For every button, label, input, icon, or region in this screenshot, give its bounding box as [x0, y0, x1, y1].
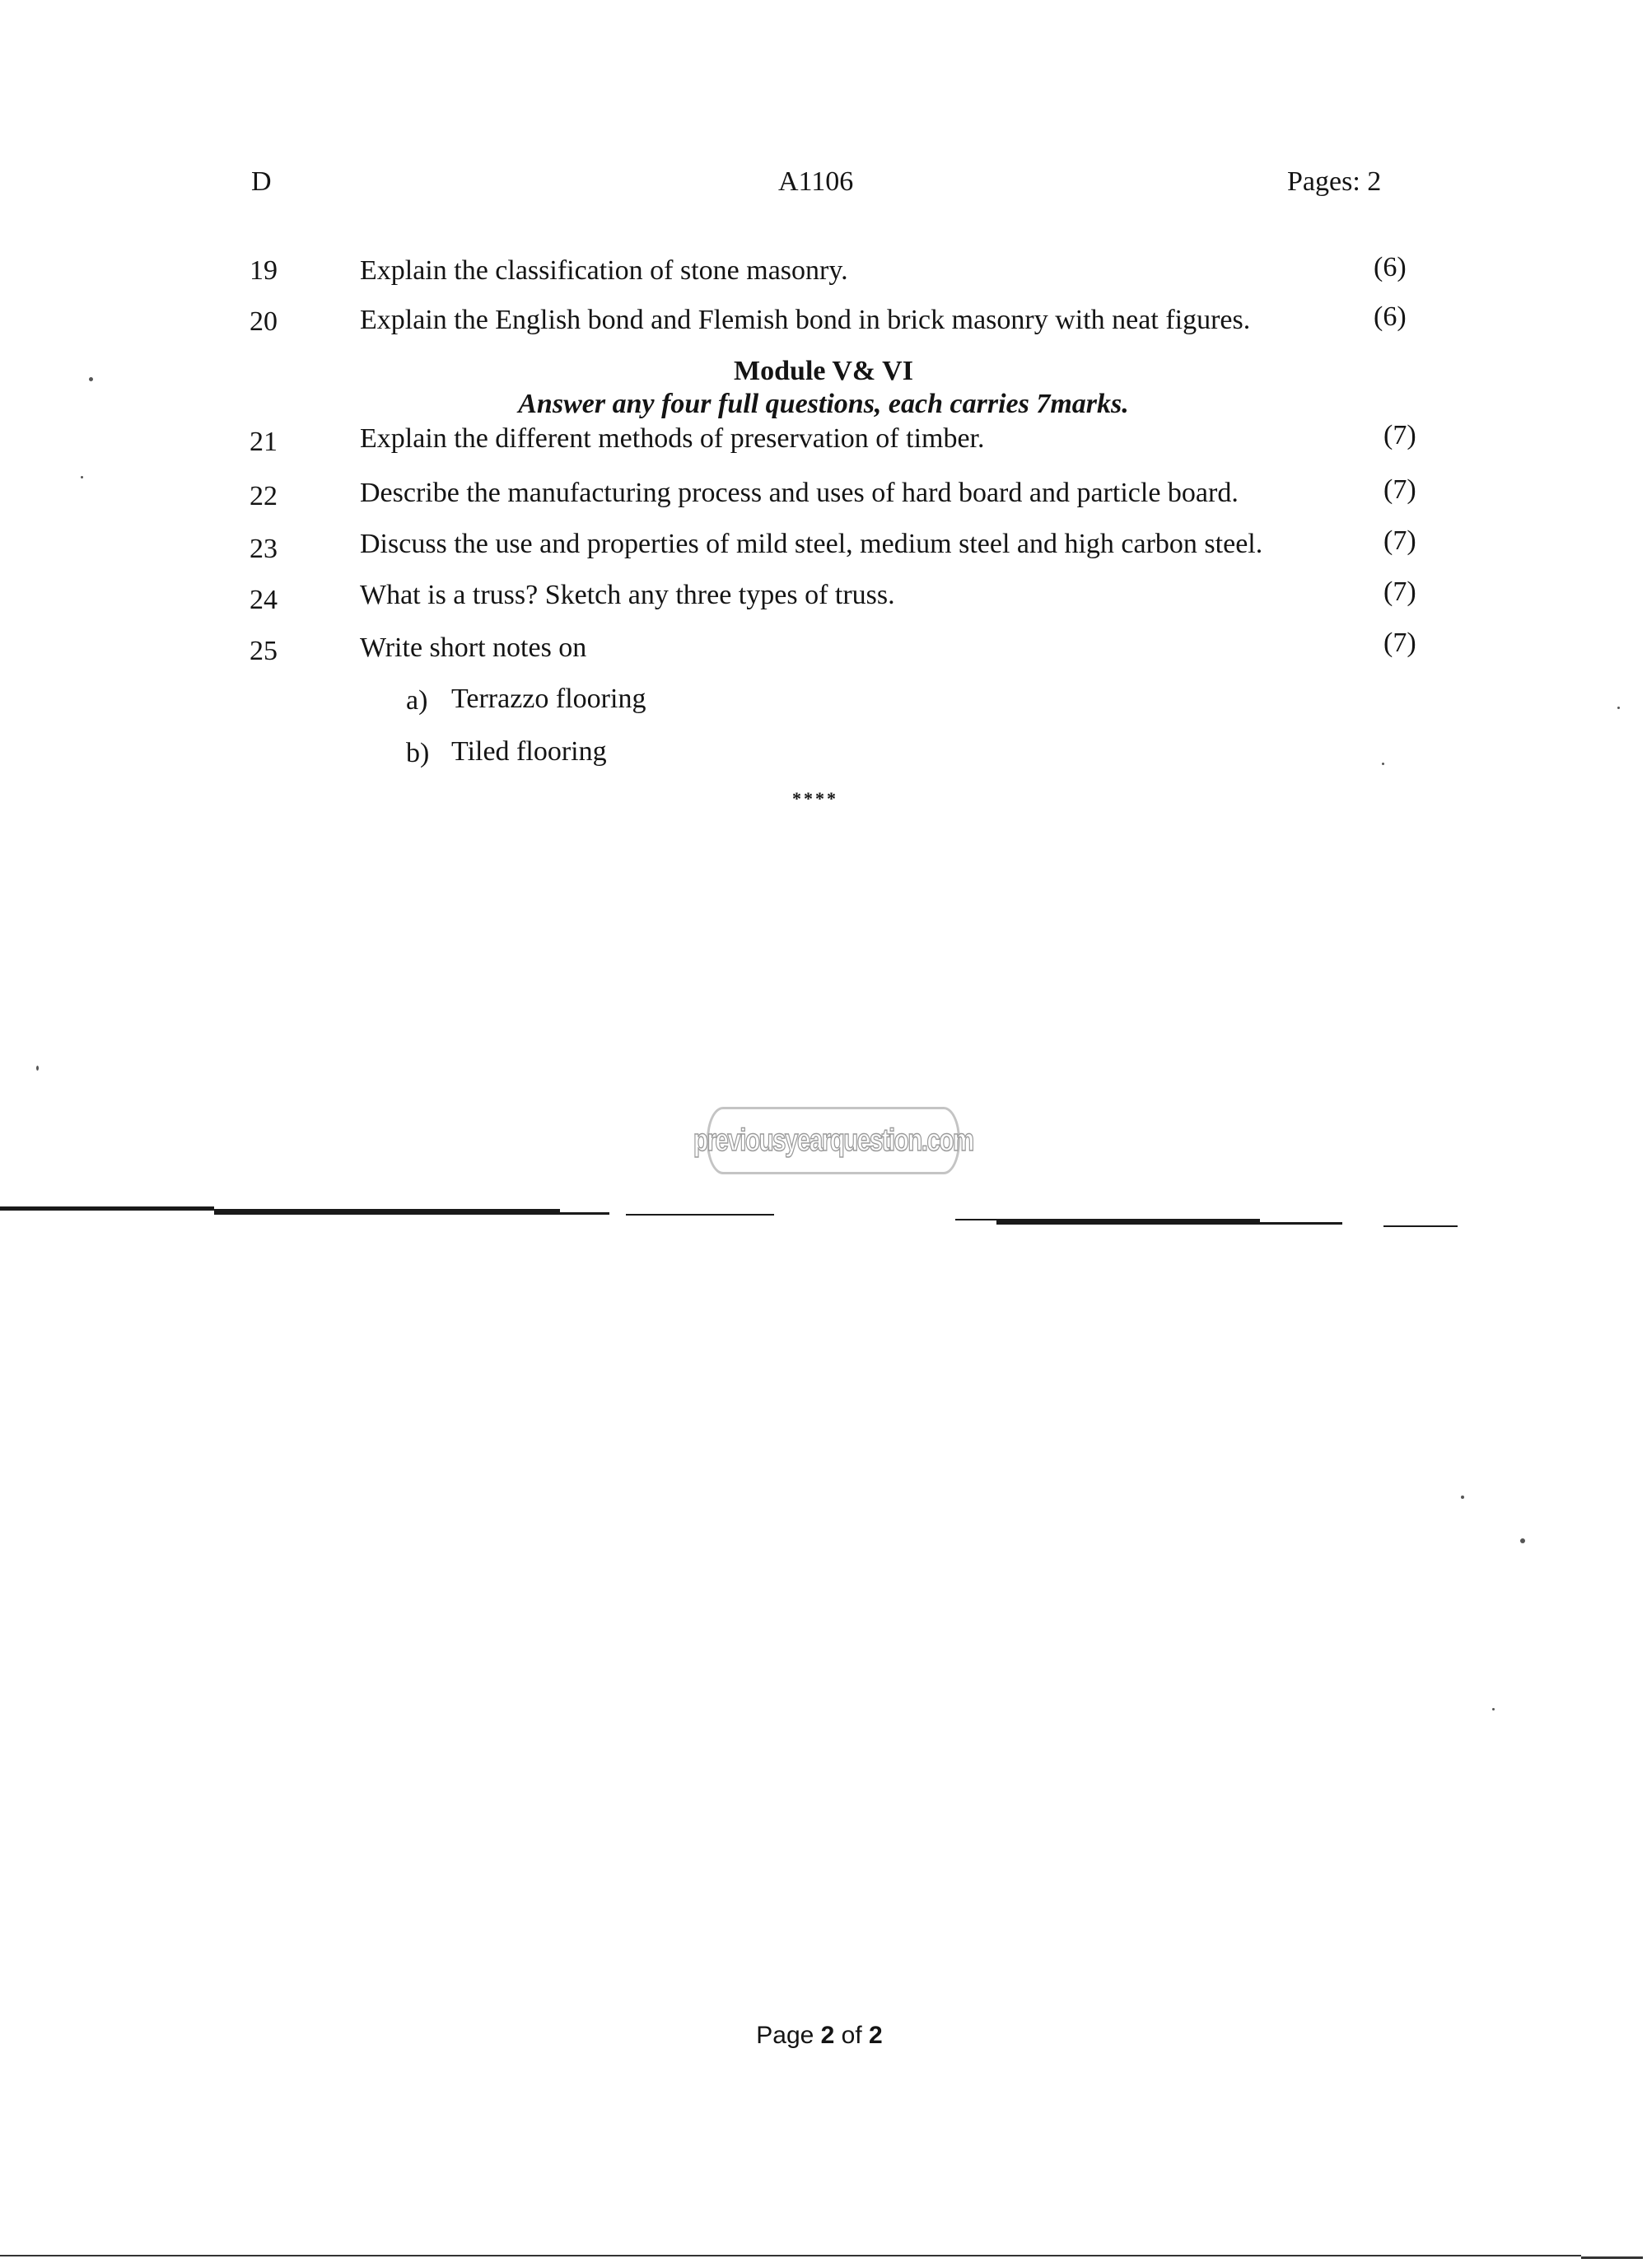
question-text: Explain the classification of stone masonry.	[360, 255, 848, 286]
paper-code: A1106	[778, 166, 854, 197]
scan-fold-line	[0, 1206, 214, 1211]
module-instruction: Answer any four full questions, each carries 7marks.	[518, 389, 1129, 419]
question-marks: (7)	[1383, 420, 1416, 450]
question-text: Discuss the use and properties of mild steel, medium steel and high carbon steel.	[360, 529, 1263, 559]
question-text: Describe the manufacturing process and uses of hard board and particle board.	[360, 478, 1239, 508]
scan-speck	[1492, 1708, 1495, 1710]
page-count: Pages: 2	[1287, 166, 1382, 197]
scan-fold-line	[560, 1212, 609, 1215]
module-heading: Module V& VI	[734, 356, 913, 386]
question-number: 19	[250, 255, 278, 286]
question-marks: (6)	[1374, 301, 1407, 332]
question-number: 20	[250, 306, 278, 337]
question-text: What is a truss? Sketch any three types of truss.	[360, 580, 895, 610]
sub-item-label: b)	[406, 738, 430, 768]
question-number: 23	[250, 534, 278, 564]
question-number: 22	[250, 481, 278, 511]
paper-set-letter: D	[251, 166, 272, 197]
question-text: Explain the English bond and Flemish bond in brick masonry with neat figures.	[360, 305, 1251, 335]
scan-speck	[1461, 1496, 1464, 1499]
end-of-paper-marker: ****	[792, 788, 838, 809]
scan-speck	[1520, 1538, 1525, 1543]
scan-bottom-edge-line	[0, 2255, 1581, 2256]
scan-fold-line	[955, 1219, 996, 1220]
footer-total-pages: 2	[869, 2022, 883, 2049]
question-number: 25	[250, 636, 278, 666]
scan-bottom-edge-line	[1581, 2256, 1643, 2259]
question-number: 21	[250, 427, 278, 457]
scan-fold-line	[214, 1209, 560, 1215]
question-marks: (7)	[1383, 525, 1416, 556]
question-marks: (7)	[1383, 628, 1416, 658]
question-number: 24	[250, 585, 278, 615]
scan-fold-line	[1260, 1222, 1342, 1225]
page-footer	[0, 2022, 1639, 2050]
scan-speck	[1382, 763, 1384, 765]
website-watermark-logo	[693, 1107, 973, 1174]
scan-speck	[81, 476, 83, 478]
sub-item-text: Tiled flooring	[451, 736, 607, 767]
footer-prefix: Page	[756, 2022, 821, 2049]
scan-fold-line	[626, 1214, 774, 1216]
footer-current-page: 2	[820, 2022, 835, 2049]
scan-speck	[36, 1066, 39, 1071]
question-marks: (7)	[1383, 576, 1416, 607]
scan-fold-line	[1383, 1225, 1458, 1227]
sub-item-text: Terrazzo flooring	[451, 684, 646, 714]
scan-fold-line	[996, 1219, 1260, 1225]
question-text: Explain the different methods of preservation of timber.	[360, 423, 985, 454]
scan-speck	[1617, 707, 1620, 709]
watermark-text: previousyearquestion.com	[693, 1122, 973, 1158]
question-marks: (7)	[1383, 474, 1416, 505]
sub-item-label: a)	[406, 685, 428, 716]
scan-speck	[89, 377, 93, 381]
question-text: Write short notes on	[360, 632, 587, 663]
footer-middle: of	[834, 2022, 870, 2049]
question-marks: (6)	[1374, 252, 1407, 282]
